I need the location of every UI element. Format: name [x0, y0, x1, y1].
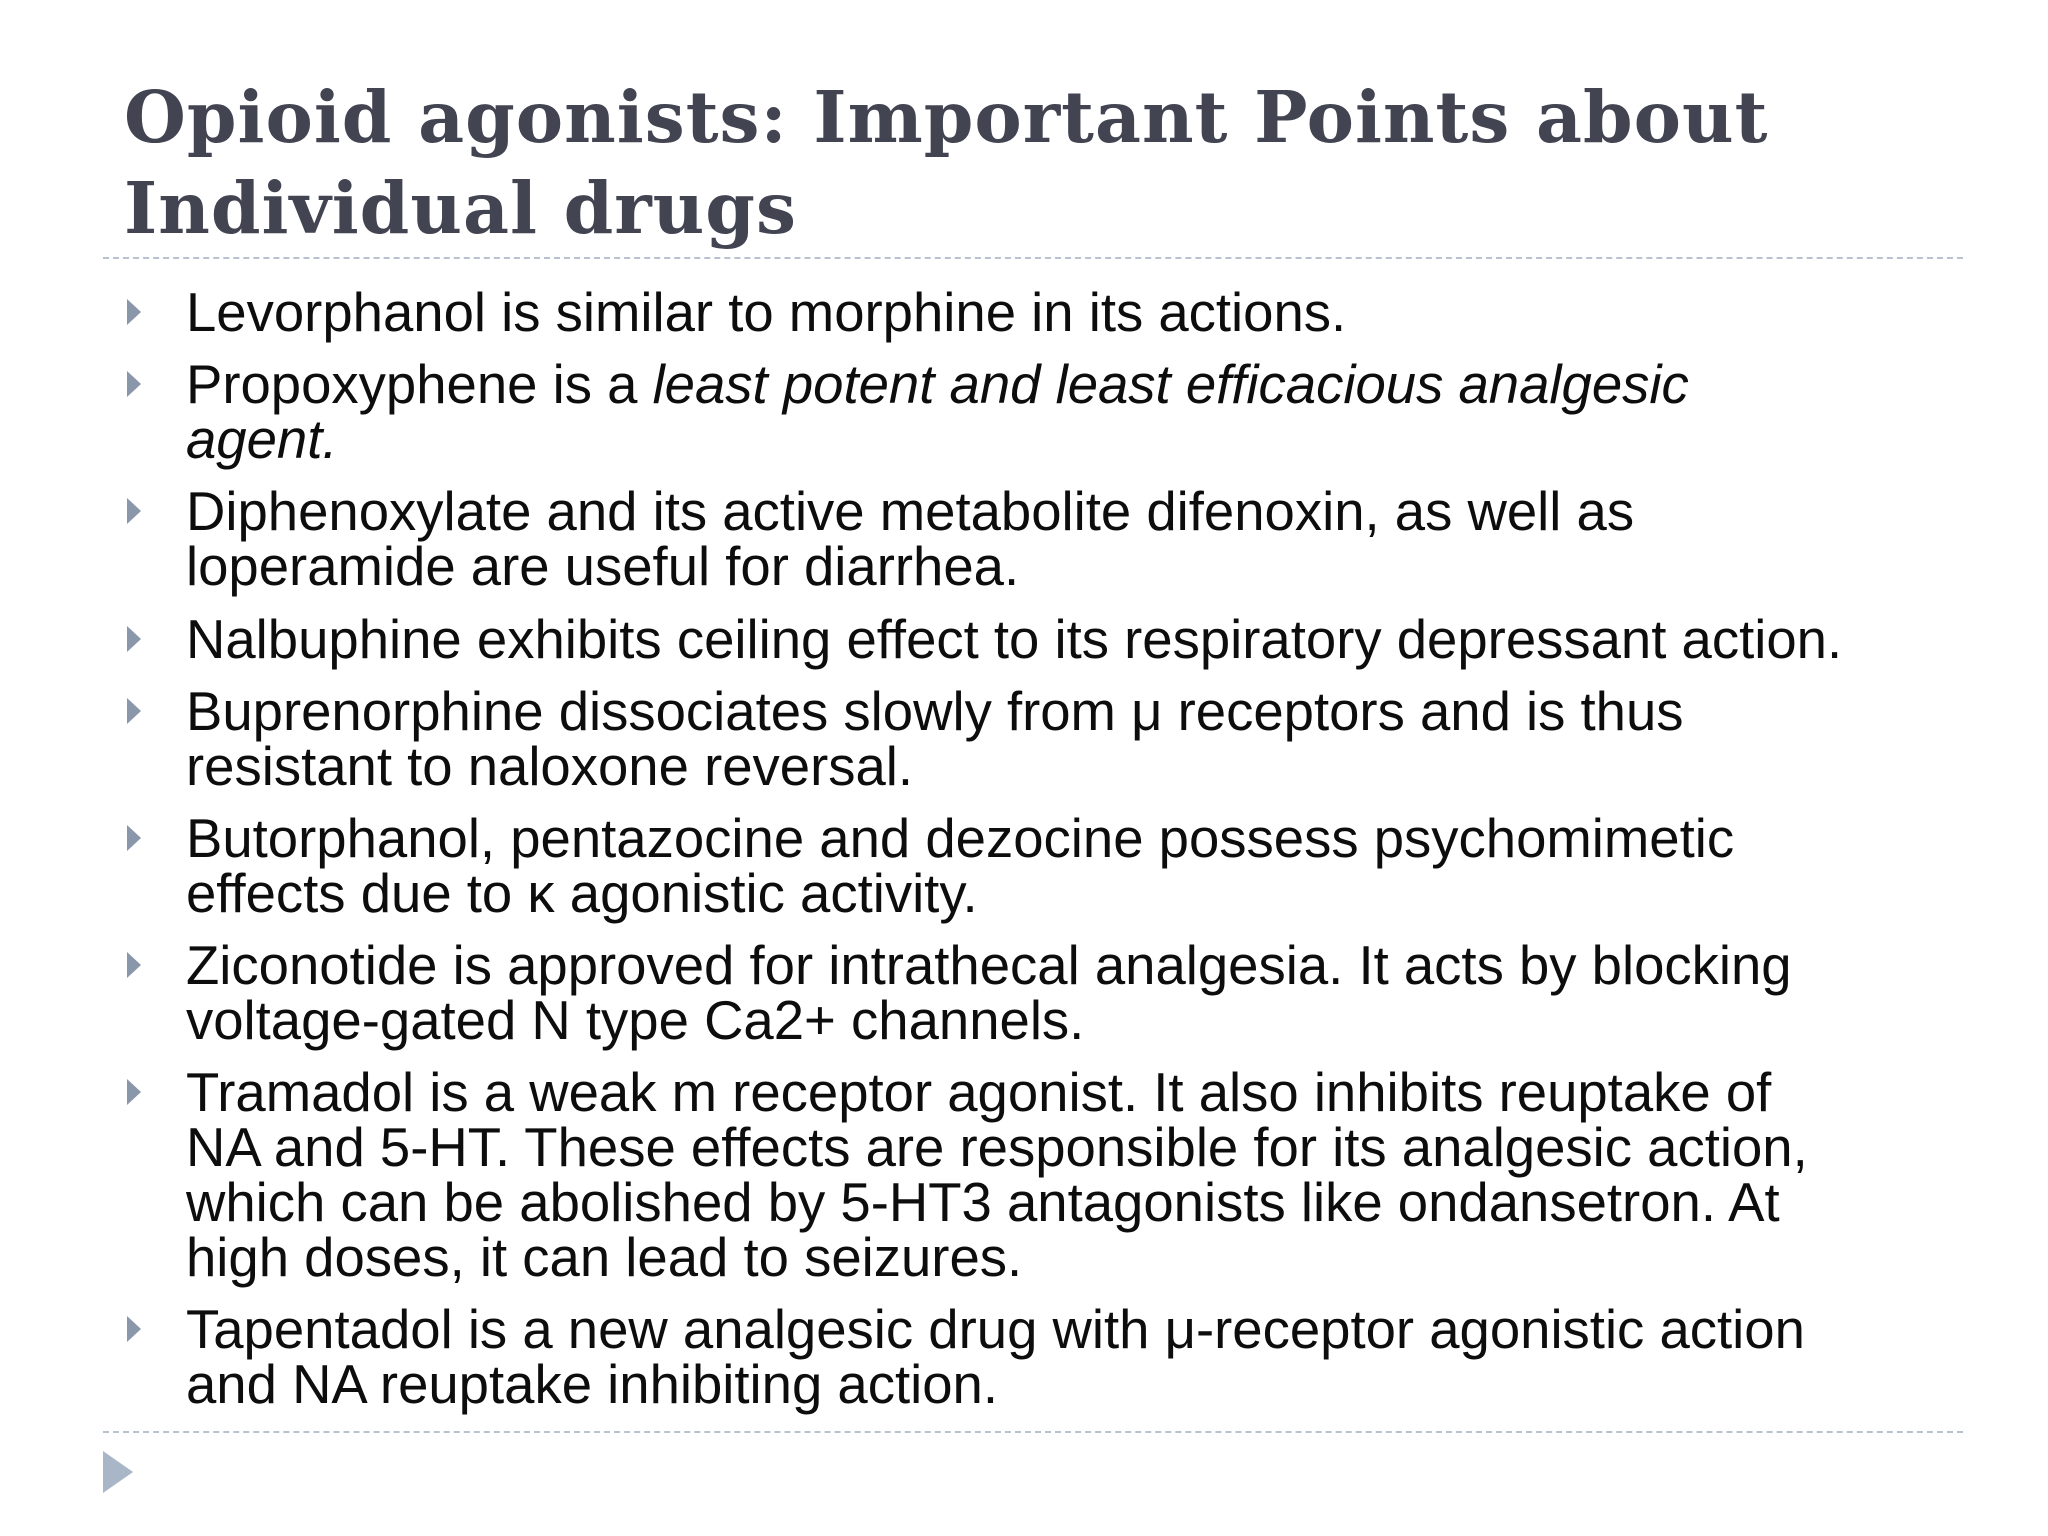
bullet-line: high doses, it can lead to seizures. [186, 1227, 1023, 1288]
footer-divider [103, 1431, 1963, 1433]
bullet-line: Nalbuphine exhibits ceiling effect to its respiratory depressant action. [186, 609, 1843, 670]
bullet-italic-text: agent. [186, 409, 338, 470]
bullet-line: Butorphanol, pentazocine and dezocine possess psychomimetic [186, 808, 1735, 869]
bullet-plain-text: Propoxyphene is a [186, 354, 653, 415]
bullet-line: Tapentadol is a new analgesic drug with μ-receptor agonistic action [186, 1299, 1805, 1360]
bullet-line: Ziconotide is approved for intrathecal analgesia. It acts by blocking [186, 935, 1792, 996]
bullet-line [186, 409, 1946, 470]
bullet-text [186, 354, 1946, 470]
slide-title-line-2: Individual drugs [124, 166, 797, 250]
bullet-text [186, 935, 1946, 1051]
bullet-arrow-icon [127, 299, 141, 325]
title-divider [103, 257, 1963, 259]
bullet-arrow-icon [127, 1316, 141, 1342]
bullet-line: NA and 5-HT. These effects are responsible for its analgesic action, [186, 1117, 1808, 1178]
bullet-text [186, 481, 1946, 597]
bullet-text [186, 808, 1946, 924]
bullet-line: voltage-gated N type Ca2+ channels. [186, 990, 1085, 1051]
bullet-line: loperamide are useful for diarrhea. [186, 536, 1020, 597]
bullet-arrow-icon [127, 952, 141, 978]
bullet-line: Levorphanol is similar to morphine in its actions. [186, 282, 1347, 343]
bullet-arrow-icon [127, 698, 141, 724]
bullet-text [186, 282, 1946, 343]
bullet-italic-text: least potent and least efficacious analgesic [652, 354, 1689, 415]
bullet-line: effects due to κ agonistic activity. [186, 863, 978, 924]
slide-title [124, 72, 1944, 254]
bullet-line: which can be abolished by 5-HT3 antagonists like ondansetron. At [186, 1172, 1780, 1233]
bullet-arrow-icon [127, 498, 141, 524]
bullet-line: Buprenorphine dissociates slowly from μ receptors and is thus [186, 681, 1684, 742]
bullet-text [186, 1062, 1946, 1288]
bullet-line: and NA reuptake inhibiting action. [186, 1354, 998, 1415]
bullet-text [186, 609, 1946, 670]
bullet-text [186, 1299, 1946, 1415]
bullet-line [186, 354, 1946, 415]
bullet-line: Tramadol is a weak m receptor agonist. It also inhibits reuptake of [186, 1062, 1772, 1123]
next-slide-arrow-icon[interactable] [103, 1451, 133, 1493]
bullet-arrow-icon [127, 626, 141, 652]
bullet-arrow-icon [127, 371, 141, 397]
bullet-arrow-icon [127, 1079, 141, 1105]
slide-title-line-1: Opioid agonists: Important Points about [124, 75, 1769, 159]
bullet-arrow-icon [127, 825, 141, 851]
bullet-line: resistant to naloxone reversal. [186, 736, 914, 797]
bullet-text [186, 681, 1946, 797]
bullet-line: Diphenoxylate and its active metabolite difenoxin, as well as [186, 481, 1635, 542]
